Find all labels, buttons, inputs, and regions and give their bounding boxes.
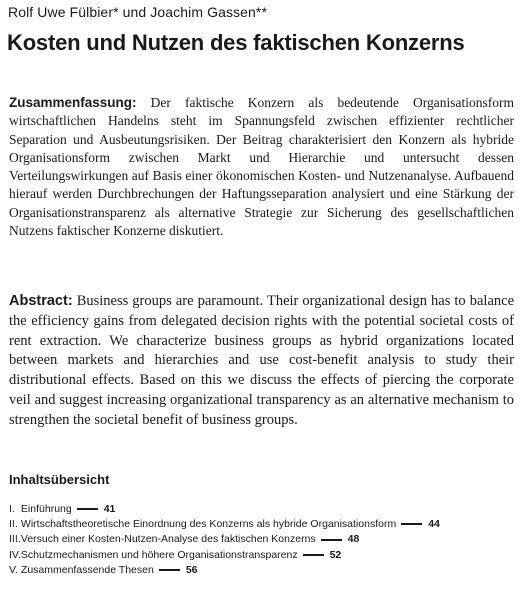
- zusammenfassung-label: Zusammenfassung:: [9, 95, 137, 110]
- toc-item-page: 56: [185, 563, 198, 576]
- toc-item[interactable]: [9, 532, 440, 547]
- toc-item-number: IV.: [9, 548, 21, 561]
- toc-dash: [401, 523, 422, 525]
- toc-item-title: Schutzmechanismen und höhere Organisationstransparenz: [20, 548, 298, 561]
- toc-item[interactable]: [9, 563, 440, 578]
- toc-item-page: 44: [428, 518, 440, 531]
- zusammenfassung-paragraph: [9, 94, 514, 240]
- toc-dash: [321, 539, 342, 541]
- toc-item-number: II.: [9, 518, 18, 531]
- toc-item[interactable]: [9, 502, 440, 517]
- toc-item[interactable]: [9, 517, 440, 532]
- abstract-text: Business groups are paramount. Their organizational design has to balance the efficiency gains from delegated decision rights with the potential societal costs of rent extraction. We characterize business groups as hybrid organizations located between markets and hierarchies and use cost-benefit analysis to study their distributional effects. Based on this we discuss the effects of piercing the corporate veil and suggest increasing organizational transparency as an alternative mechanism to strengthen the societal benefit of business groups.: [9, 293, 514, 428]
- toc-item-title: Wirtschaftstheoretische Einordnung des Konzerns als hybride Organisationsform: [20, 518, 397, 531]
- toc-item-page: 41: [103, 503, 116, 515]
- toc-item-number: I.: [9, 503, 15, 515]
- toc-dash: [77, 508, 98, 510]
- toc-dash: [159, 569, 180, 571]
- toc-item-title: Zusammenfassende Thesen: [20, 563, 154, 576]
- table-of-contents: [9, 502, 440, 578]
- authors: Rolf Uwe Fülbier* und Joachim Gassen**: [8, 4, 268, 20]
- toc-heading: Inhaltsübersicht: [9, 472, 110, 487]
- abstract-paragraph: [9, 292, 514, 431]
- toc-item-number: III.: [9, 533, 21, 546]
- toc-dash: [303, 554, 324, 556]
- toc-item-page: 48: [347, 533, 360, 546]
- toc-item[interactable]: [9, 548, 440, 563]
- toc-item-title: Versuch einer Kosten-Nutzen-Analyse des faktischen Konzerns: [20, 533, 316, 546]
- toc-item-number: V.: [9, 563, 18, 576]
- toc-item-page: 52: [329, 548, 342, 561]
- zusammenfassung-text: Der faktische Konzern als bedeutende Organisationsform wirtschaftlichen Handelns steht im Spannungsfeld zwischen effizienter rechtlicher Separation und Ausbeutungsrisiken. Der Beitrag charakterisiert den Konzern als hybride Organisationsform zwischen Markt und Hierarchie und untersucht dessen Verteilungswirkungen auf Basis einer ökonomischen Kosten- und Nutzenanalyse. Aufbauend hierauf werden Durchbrechungen der Haftungsseparation analysiert und eine Stärkung der Organisationstransparenz als alternative Strategie zur Sicherung des gesellschaftlichen Nutzens faktischer Konzerne diskutiert.: [9, 95, 514, 239]
- toc-item-title: Einführung: [20, 503, 72, 515]
- page-title: Kosten und Nutzen des faktischen Konzerns: [7, 30, 465, 55]
- abstract-label: Abstract:: [9, 293, 73, 309]
